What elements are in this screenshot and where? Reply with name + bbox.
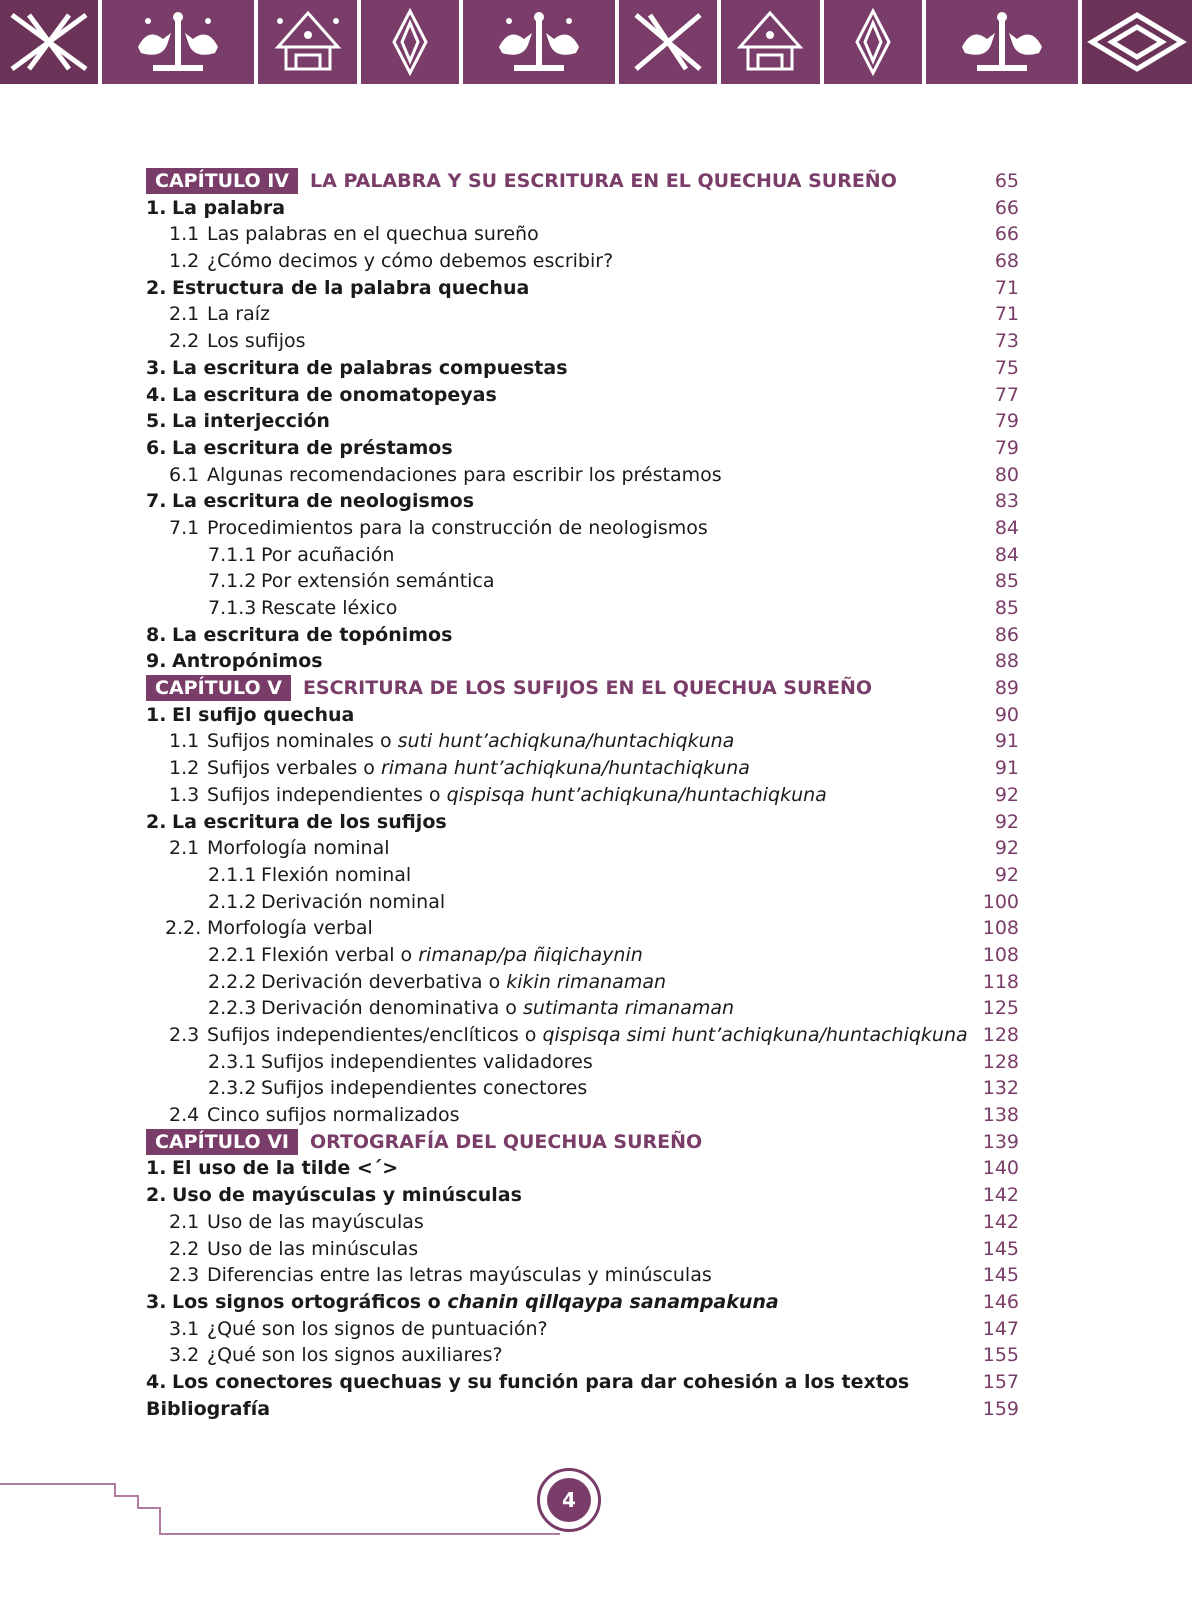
bird-pattern-icon [463,0,619,84]
entry-title: Derivación deverbativa o [261,970,507,993]
chapter-title: ESCRITURA DE LOS SUFIJOS EN EL QUECHUA SUREÑO [302,677,873,700]
page-number: 92 [994,837,1019,860]
entry-label [169,301,270,328]
entry-title-italic: qispisqa simi hunt’achiqkuna/huntachiqkuna [542,1024,968,1046]
toc-entry[interactable] [146,1316,1019,1343]
entry-number: 1.1 [169,223,200,246]
page-number: 125 [982,997,1019,1020]
toc-entry[interactable] [146,1289,1019,1316]
entry-title: La escritura de préstamos [172,436,453,459]
chapter-heading[interactable] [146,1129,1019,1156]
page-number: 108 [982,917,1019,940]
toc-entry[interactable] [146,221,1019,248]
entry-label [169,1102,460,1129]
entry-label [169,782,827,809]
page-number: 157 [982,1370,1019,1393]
entry-title: Antropónimos [172,650,323,673]
entry-title: Sufijos independientes validadores [261,1050,593,1073]
page-number: 92 [994,810,1019,833]
entry-title: Sufijos nominales o [207,730,398,753]
toc-entry[interactable] [146,275,1019,302]
entry-number: 1. [146,196,167,219]
page-number: 142 [982,1210,1019,1233]
page-number: 89 [994,677,1019,700]
temple-pattern-icon [721,0,823,84]
toc-entry[interactable] [146,595,1019,622]
triangle-pattern-icon [824,0,926,84]
entry-number: 2. [146,1184,167,1207]
toc-entry[interactable] [146,942,1019,969]
entry-label [169,1262,712,1289]
entry-label [146,275,529,302]
chapter-heading[interactable] [146,168,1019,195]
entry-title: Los signos ortográficos o [172,1290,448,1313]
entry-title: Por acuñación [261,543,395,566]
entry-title-italic: qispisqa hunt’achiqkuna/huntachiqkuna [446,783,827,806]
page-number: 79 [994,436,1019,459]
geometric-pattern-icon [1082,0,1192,84]
page-number: 138 [982,1104,1019,1127]
entry-label [146,702,354,729]
entry-number: 7. [146,490,167,513]
entry-number: 7.1.1 [208,543,257,566]
entry-number: 2.2.1 [208,943,257,966]
page-number: 83 [994,490,1019,513]
page-number: 84 [994,516,1019,539]
page-number: 80 [994,463,1019,486]
entry-number: 2.3.2 [208,1077,257,1100]
page-number: 140 [982,1157,1019,1180]
page-number: 91 [994,757,1019,780]
page-number: 65 [994,170,1019,192]
toc-entry[interactable] [146,515,1019,542]
entry-number: 6. [146,436,167,459]
entry-title: Por extensión semántica [261,570,495,593]
entry-label [169,1236,418,1263]
entry-number: 2.2 [169,330,200,353]
toc-entry[interactable] [146,1209,1019,1236]
toc-entry[interactable] [146,195,1019,222]
page-number: 77 [994,383,1019,406]
entry-label [208,969,666,996]
entry-title-italic: sutimanta rimanaman [522,997,735,1020]
entry-number: 7.1.2 [208,570,257,593]
geometric-pattern-icon [619,0,721,84]
toc-entry[interactable] [146,889,1019,916]
page-number: 4 [547,1478,591,1522]
page-number: 132 [982,1077,1019,1100]
chapter-badge: CAPÍTULO V [146,675,291,701]
toc-entry[interactable] [146,542,1019,569]
toc-entry[interactable] [146,702,1019,729]
bird-pattern-icon [926,0,1082,84]
entry-number: 4. [146,383,167,406]
entry-number: 2.1.1 [208,863,257,886]
entry-title: ¿Qué son los signos de puntuación? [207,1317,548,1340]
entry-number: 6.1 [169,463,200,486]
entry-label [146,1155,398,1182]
entry-title-italic: rimana hunt’achiqkuna/huntachiqkuna [380,757,750,780]
toc-entry[interactable] [146,1102,1019,1129]
page-number: 155 [982,1344,1019,1367]
entry-label [208,568,495,595]
page-number: 85 [994,597,1019,619]
entry-number: 2.1.2 [208,890,257,913]
toc-entry[interactable] [146,782,1019,809]
page-number: 91 [994,730,1019,753]
header-pattern-band [0,0,1192,84]
toc-entry[interactable] [146,1049,1019,1076]
chapter-title: LA PALABRA Y SU ESCRITURA EN EL QUECHUA SUREÑO [310,170,897,192]
page-number: 71 [994,276,1019,299]
toc-entry[interactable] [146,995,1019,1022]
toc-entry[interactable] [146,1182,1019,1209]
entry-label [146,382,497,409]
entry-title: Derivación nominal [261,890,446,913]
entry-number: 3. [146,1290,167,1313]
entry-label [169,1316,548,1343]
entry-label [146,1182,522,1209]
page-number: 145 [982,1237,1019,1260]
entry-title: Las palabras en el quechua sureño [207,223,539,246]
entry-number: 2.1 [169,837,200,860]
toc-entry[interactable] [146,248,1019,275]
toc-entry[interactable] [146,622,1019,649]
footer-step-lines [0,1470,560,1540]
toc-entry[interactable] [146,915,1019,942]
page-number: 145 [982,1264,1019,1287]
entry-number: 8. [146,623,167,646]
toc-entry[interactable] [146,435,1019,462]
page-number: 88 [994,650,1019,673]
entry-title-italic: rimanap/pa ñiqichaynin [418,943,643,966]
entry-number: 2.3 [169,1024,200,1046]
entry-number: 7.1 [169,516,200,539]
entry-title-italic: chanin qillqaypa sanampakuna [447,1290,779,1313]
entry-title: Uso de las mayúsculas [207,1210,424,1233]
entry-label [169,328,306,355]
entry-title-italic: kikin rimanaman [506,970,667,993]
page-number: 139 [982,1130,1019,1153]
entry-number: 1.2 [169,757,200,780]
page-number: 79 [994,410,1019,433]
entry-label [146,488,474,515]
page-number: 128 [982,1024,1019,1046]
entry-label [208,1075,587,1102]
entry-label [208,595,397,622]
entry-title: Flexión nominal [261,863,412,886]
entry-title: Uso de mayúsculas y minúsculas [172,1184,522,1207]
page-number: 66 [994,223,1019,246]
page-number: 90 [994,703,1019,726]
table-of-contents [146,168,1019,1422]
entry-title: La raíz [207,303,270,326]
entry-label [169,1209,424,1236]
entry-title: La palabra [172,196,286,219]
entry-title: Los conectores quechuas y su función para dar cohesión a los textos [172,1370,910,1393]
entry-title: Flexión verbal o [261,943,419,966]
entry-title: La escritura de palabras compuestas [172,356,568,379]
toc-entry[interactable] [146,568,1019,595]
entry-label [146,408,330,435]
entry-number: 2.2. [165,917,202,940]
entry-title: Rescate léxico [261,597,398,619]
entry-number: 1.3 [169,783,200,806]
entry-title: Morfología nominal [207,837,390,860]
entry-title: Derivación denominativa o [261,997,523,1020]
entry-number: 2.1 [169,1210,200,1233]
entry-label [169,1022,968,1049]
page-number: 118 [982,970,1019,993]
entry-number: 2. [146,810,167,833]
entry-label [208,1049,593,1076]
entry-number: 2.3.1 [208,1050,257,1073]
entry-number: 3.2 [169,1344,200,1367]
entry-number: 2.2.3 [208,997,257,1020]
entry-number: 7.1.3 [208,597,257,619]
toc-entry[interactable] [146,1075,1019,1102]
toc-entry[interactable] [146,328,1019,355]
page-number: 84 [994,543,1019,566]
entry-title: La escritura de neologismos [172,490,475,513]
toc-entry[interactable] [146,755,1019,782]
entry-number: 3. [146,356,167,379]
chapter-badge: CAPÍTULO VI [146,1129,298,1155]
toc-entry[interactable] [146,809,1019,836]
entry-number: 4. [146,1370,167,1393]
entry-title: Estructura de la palabra quechua [172,276,530,299]
entry-title: Sufijos verbales o [207,757,381,780]
entry-title: Algunas recomendaciones para escribir los préstamos [207,463,722,486]
chapter-title: ORTOGRAFÍA DEL QUECHUA SUREÑO [310,1130,703,1153]
entry-number: 2.2.2 [208,970,257,993]
page-number: 86 [994,623,1019,646]
toc-entry[interactable] [146,355,1019,382]
page-number: 100 [982,890,1019,913]
page-number: 92 [994,783,1019,806]
entry-number: 2.2 [169,1237,200,1260]
page-number: 68 [994,250,1019,273]
entry-title: La interjección [172,410,330,433]
entry-number: 2.1 [169,303,200,326]
temple-pattern-icon [258,0,360,84]
entry-label [165,915,373,942]
entry-label [169,221,539,248]
entry-title: El uso de la tilde <´> [172,1157,399,1180]
entry-label [169,1342,503,1369]
entry-title: Sufijos independientes conectores [261,1077,588,1100]
entry-label [169,462,722,489]
entry-label [208,542,394,569]
entry-number: 2.4 [169,1104,200,1127]
entry-label [146,648,323,675]
toc-entry[interactable] [146,1155,1019,1182]
entry-title: La escritura de topónimos [172,623,453,646]
page-number: 85 [994,570,1019,593]
entry-number: 9. [146,650,167,673]
toc-entry[interactable] [146,382,1019,409]
toc-entry[interactable] [146,1022,1019,1049]
toc-entry-bibliography[interactable] [146,1396,1019,1423]
page-number: 159 [982,1397,1019,1420]
entry-title: Cinco sufijos normalizados [207,1104,460,1127]
entry-title: Sufijos independientes o [207,783,447,806]
entry-number: 1. [146,703,167,726]
toc-entry[interactable] [146,462,1019,489]
chapter-badge: CAPÍTULO IV [146,168,298,194]
entry-label [146,622,452,649]
entry-title: Morfología verbal [207,917,373,940]
entry-label [208,942,643,969]
entry-label [146,1369,909,1396]
triangle-pattern-icon [361,0,463,84]
entry-number: 1.1 [169,730,200,753]
bird-pattern-icon [102,0,258,84]
entry-number: 2. [146,276,167,299]
page-number: 108 [982,943,1019,966]
entry-label [208,995,734,1022]
toc-entry[interactable] [146,835,1019,862]
entry-number: 3.1 [169,1317,200,1340]
entry-label [146,1289,779,1316]
entry-label [146,195,285,222]
entry-label [169,515,708,542]
entry-label [169,755,750,782]
entry-label [169,835,390,862]
entry-number: 5. [146,410,167,433]
geometric-pattern-icon [0,0,102,84]
page-number: 73 [994,330,1019,353]
entry-label [146,355,568,382]
page-number: 147 [982,1317,1019,1340]
entry-label [208,862,411,889]
entry-title: La escritura de los sufijos [172,810,447,833]
toc-entry[interactable] [146,1262,1019,1289]
entry-number: 1. [146,1157,167,1180]
entry-number: 2.3 [169,1264,200,1287]
entry-title: ¿Cómo decimos y cómo debemos escribir? [207,250,614,273]
page-number-badge [537,1468,601,1532]
entry-title: Los sufijos [207,330,306,353]
toc-entry[interactable] [146,862,1019,889]
page-number: 71 [994,303,1019,326]
entry-label [169,248,613,275]
entry-label [146,435,453,462]
entry-number: 1.2 [169,250,200,273]
toc-entry[interactable] [146,301,1019,328]
toc-entry[interactable] [146,1342,1019,1369]
entry-title: Procedimientos para la construcción de neologismos [207,516,708,539]
page-number: 92 [994,863,1019,886]
toc-entry[interactable] [146,648,1019,675]
entry-title: Sufijos independientes/enclíticos o [207,1024,543,1046]
chapter-heading[interactable] [146,675,1019,702]
toc-entry[interactable] [146,1369,1019,1396]
entry-title: Uso de las minúsculas [207,1237,419,1260]
entry-label [146,809,447,836]
entry-title: La escritura de onomatopeyas [172,383,497,406]
page-number: 142 [982,1184,1019,1207]
page-number: 128 [982,1050,1019,1073]
page-number: 146 [982,1290,1019,1313]
page-number: 75 [994,356,1019,379]
toc-entry[interactable] [146,488,1019,515]
entry-title: Diferencias entre las letras mayúsculas y minúsculas [207,1264,712,1287]
toc-entry[interactable] [146,1236,1019,1263]
entry-title: Bibliografía [146,1397,271,1420]
toc-entry[interactable] [146,969,1019,996]
toc-entry[interactable] [146,728,1019,755]
entry-title: ¿Qué son los signos auxiliares? [207,1344,503,1367]
entry-title-italic: suti hunt’achiqkuna/huntachiqkuna [397,730,735,753]
entry-title: El sufijo quechua [172,703,355,726]
entry-label [169,728,734,755]
entry-label [208,889,445,916]
page-number: 66 [994,196,1019,219]
toc-entry[interactable] [146,408,1019,435]
